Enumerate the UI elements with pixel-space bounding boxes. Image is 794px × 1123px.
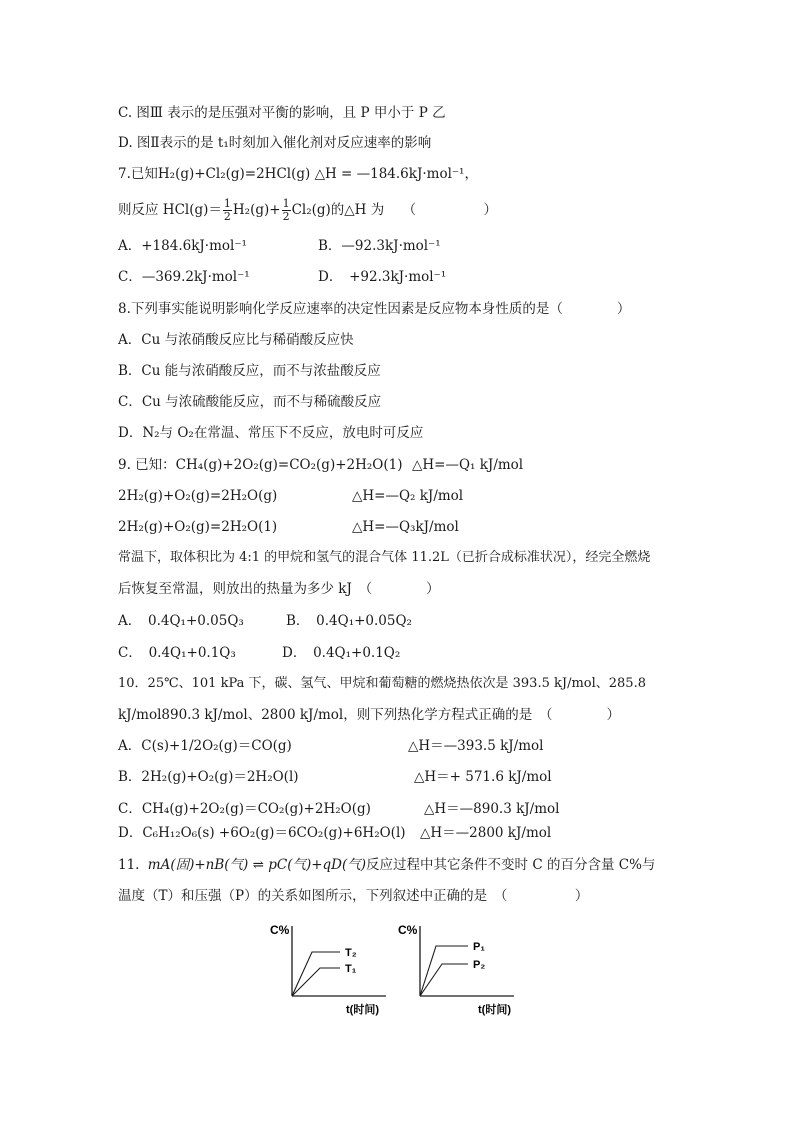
q10-stem-line1: 10．25℃、101 kPa 下，碳、氢气、甲烷和葡萄糖的燃烧热依次是 393.5 kJ/mol、285.8 bbox=[118, 676, 646, 691]
q10-option-a: A．C(s)+1/2O₂(g)＝CO(g) △H＝—393.5 kJ/mol bbox=[118, 738, 544, 754]
q9-enthalpy-1: △H=—Q₁ kJ/mol bbox=[412, 457, 524, 473]
q6-option-d: D. 图Ⅱ表示的是 t₁时刻加入催化剂对反应速率的影响 bbox=[118, 135, 432, 151]
q7-option-c: C．—369.2kJ·mol⁻¹ bbox=[118, 269, 250, 285]
q10-enthalpy-b: △H＝+ 571.6 kJ/mol bbox=[414, 769, 552, 785]
q11-graph-pressure bbox=[396, 918, 526, 1020]
q9-stem-line1: 常温下，取体积比为 4:1 的甲烷和氢气的混合气体 11.2L（已折合成标准状况），经完全燃烧 bbox=[118, 550, 651, 565]
graph2-curve-p2 bbox=[420, 964, 468, 996]
graph1-label-t1: T₁ bbox=[345, 963, 357, 975]
q9-option-a: A． 0.4Q₁+0.05Q₃ bbox=[118, 613, 244, 629]
q9-enthalpy-2: △H=—Q₂ kJ/mol bbox=[352, 488, 464, 504]
q10-enthalpy-c: △H＝—890.3 kJ/mol bbox=[424, 801, 560, 817]
q9-options-row1 bbox=[118, 612, 412, 630]
graph1-curve-t1 bbox=[292, 968, 340, 996]
q11-stem-line1 bbox=[118, 856, 655, 874]
graph1-ylabel: C% bbox=[270, 923, 290, 937]
q11-reaction: mA(固)+nB(气) ⇌ pC(气)+qD(气) bbox=[147, 857, 367, 873]
q11-stem-text1: 反应过程中其它条件不变时 C 的百分含量 C%与 bbox=[366, 857, 656, 873]
q9-enthalpy-3: △H=—Q₃kJ/mol bbox=[352, 519, 459, 535]
graph1-axes bbox=[292, 926, 386, 996]
q7-stem-part-b: H₂(g)+ bbox=[232, 202, 281, 218]
q11-graph-temperature bbox=[268, 918, 398, 1020]
q9-option-d: D． 0.4Q₁+0.1Q₂ bbox=[282, 645, 401, 661]
graph1-xlabel: t(时间) bbox=[346, 1004, 379, 1016]
q9-stem-line2: 后恢复至常温，则放出的热量为多少 kJ （ ） bbox=[118, 581, 440, 597]
q7-stem-line2 bbox=[118, 195, 497, 225]
q10-stem-line2: kJ/mol890.3 kJ/mol、2800 kJ/mol，则下列热化学方程式正确的是 （ ） bbox=[118, 707, 620, 723]
q7-stem-line1: 7.已知H₂(g)+Cl₂(g)=2HCl(g) △H = —184.6kJ·mol⁻¹， bbox=[118, 166, 478, 182]
q7-option-d: D． +92.3kJ·mol⁻¹ bbox=[318, 269, 447, 285]
q7-fraction-half-2: $\frac{1}{2}$ bbox=[282, 197, 290, 223]
q9-option-c: C． 0.4Q₁+0.1Q₃ bbox=[118, 645, 236, 661]
q8-option-c: C．Cu 与浓硫酸能反应，而不与稀硫酸反应 bbox=[118, 394, 382, 410]
q7-options-row2 bbox=[118, 268, 447, 286]
q10-enthalpy-d: △H＝—2800 kJ/mol bbox=[420, 825, 552, 841]
q9-equation-3: 2H₂(g)+O₂(g)=2H₂O(1) △H=—Q₃kJ/mol bbox=[118, 519, 459, 535]
q10-option-b: B．2H₂(g)+O₂(g)＝2H₂O(l) △H＝+ 571.6 kJ/mol bbox=[118, 769, 552, 785]
q7-stem-part-c: Cl₂(g)的△H 为 bbox=[291, 202, 385, 218]
q8-stem: 8.下列事实能说明影响化学反应速率的决定性因素是反应物本身性质的是（ ） bbox=[118, 301, 631, 317]
q7-option-a: A．+184.6kJ·mol⁻¹ bbox=[118, 238, 247, 254]
q9-equation-1: 9. 已知：CH₄(g)+2O₂(g)=CO₂(g)+2H₂O(1) △H=—Q₁ kJ/mol bbox=[118, 457, 524, 473]
q8-option-a: A．Cu 与浓硝酸反应比与稀硝酸反应快 bbox=[118, 332, 354, 348]
q6-option-c: C. 图Ⅲ 表示的是压强对平衡的影响，且 P 甲小于 P 乙 bbox=[118, 105, 446, 121]
graph2-label-p2: P₂ bbox=[473, 959, 486, 971]
q10-enthalpy-a: △H＝—393.5 kJ/mol bbox=[408, 738, 544, 754]
graph1-label-t2: T₂ bbox=[345, 947, 357, 959]
graph2-xlabel: t(时间) bbox=[478, 1004, 511, 1016]
q9-options-row2 bbox=[118, 644, 401, 662]
graph2-curve-p1 bbox=[420, 946, 468, 996]
graph2-axes bbox=[420, 926, 514, 996]
q10-option-d: D．C₆H₁₂O₆(s) +6O₂(g)＝6CO₂(g)+6H₂O(l) △H＝—2800 kJ/mol bbox=[118, 825, 552, 841]
q9-option-b: B． 0.4Q₁+0.05Q₂ bbox=[286, 613, 412, 629]
q11-stem-line2: 温度（T）和压强（P）的关系如图所示，下列叙述中正确的是 （ ） bbox=[118, 888, 589, 904]
q11-number: 11. bbox=[118, 857, 140, 873]
q9-equation-2: 2H₂(g)+O₂(g)=2H₂O(g) △H=—Q₂ kJ/mol bbox=[118, 488, 464, 504]
q7-fraction-half-1: $\frac{1}{2}$ bbox=[223, 197, 231, 223]
q7-stem-part-a: 则反应 HCl(g)＝ bbox=[118, 202, 222, 218]
q10-option-c: C．CH₄(g)+2O₂(g)＝CO₂(g)+2H₂O(g) △H＝—890.3 kJ/mol bbox=[118, 801, 560, 817]
q7-options-row1 bbox=[118, 237, 441, 255]
q7-option-b: B．—92.3kJ·mol⁻¹ bbox=[318, 238, 441, 254]
graph2-ylabel: C% bbox=[398, 923, 418, 937]
q8-option-d: D．N₂与 O₂在常温、常压下不反应，放电时可反应 bbox=[118, 425, 424, 441]
q7-answer-paren: （ ） bbox=[402, 202, 498, 218]
graph2-label-p1: P₁ bbox=[473, 941, 485, 953]
q8-option-b: B．Cu 能与浓硝酸反应，而不与浓盐酸反应 bbox=[118, 363, 381, 379]
